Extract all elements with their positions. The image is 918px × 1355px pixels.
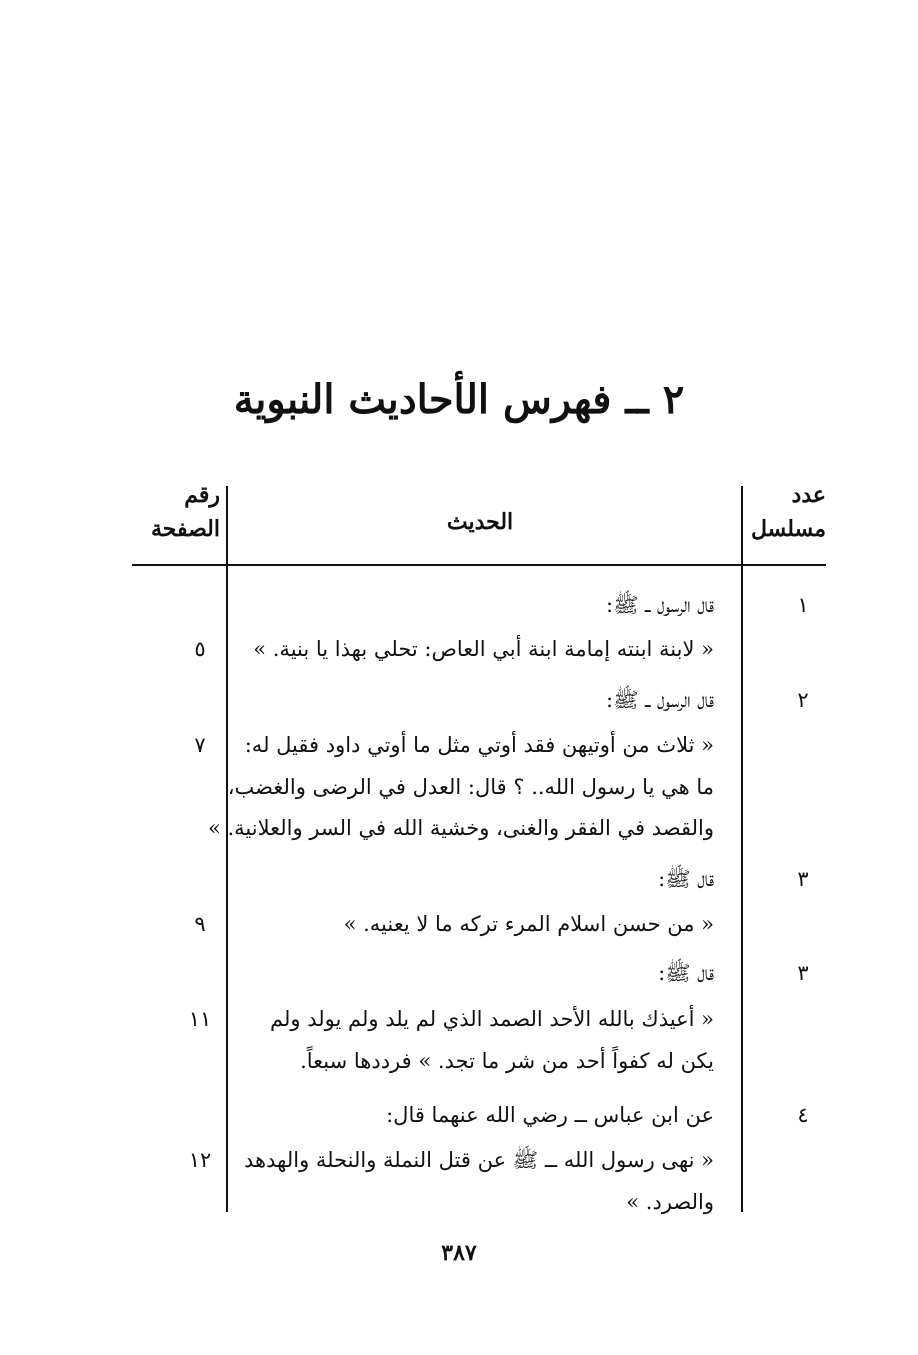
entry-line: « من حسن اسلام المرء تركه ما لا يعنيه. » bbox=[343, 912, 714, 936]
entry-page: ١٢ bbox=[188, 1148, 212, 1172]
entry-line: قال ﷺ: bbox=[658, 867, 714, 891]
header-page-line2: الصفحة bbox=[150, 516, 220, 542]
entry-page: ٩ bbox=[194, 912, 206, 936]
column-divider-page bbox=[226, 486, 228, 1212]
entry-serial: ١ bbox=[797, 593, 809, 617]
entry-serial: ٣ bbox=[797, 961, 809, 985]
entry-line: والقصد في الفقر والغنى، وخشية الله في السر والعلانية. » bbox=[207, 816, 714, 840]
header-serial-line1: عدد bbox=[791, 482, 826, 508]
entry-line: والصرد. » bbox=[626, 1190, 714, 1214]
entry-page: ٥ bbox=[194, 637, 206, 661]
header-page-line1: رقم bbox=[184, 482, 220, 508]
entry-line: يكن له كفواً أحد من شر ما تجد. » فرددها سبعاً. bbox=[300, 1049, 714, 1073]
header-page bbox=[140, 478, 220, 546]
header-hadith: الحديث bbox=[446, 509, 514, 535]
column-divider-serial bbox=[741, 486, 743, 1212]
header-divider bbox=[132, 564, 826, 566]
entry-line: قال ﷺ: bbox=[658, 961, 714, 985]
entry-serial: ٤ bbox=[797, 1103, 809, 1127]
entry-line: ما هي يا رسول الله.. ؟ قال: العدل في الرضى والغضب، bbox=[227, 775, 714, 799]
page-title: ٢ ــ فهرس الأحاديث النبوية bbox=[233, 376, 685, 423]
entry-serial: ٣ bbox=[797, 867, 809, 891]
entry-line: « ثلاث من أوتيهن فقد أوتي مثل ما أوتي داود فقيل له: bbox=[244, 733, 714, 757]
entry-page: ١١ bbox=[188, 1007, 212, 1031]
header-serial-line2: مسلسل bbox=[751, 516, 826, 542]
entry-line: عن ابن عباس ــ رضي الله عنهما قال: bbox=[386, 1103, 714, 1127]
entry-page: ٧ bbox=[194, 733, 206, 757]
entry-line: « أعيذك بالله الأحد الصمد الذي لم يلد ولم يولد ولم bbox=[270, 1007, 714, 1031]
entry-serial: ٢ bbox=[797, 688, 809, 712]
entry-line: « لابنة ابنته إمامة ابنة أبي العاص: تحلي بهذا يا بنية. » bbox=[253, 637, 714, 661]
entry-line: قال الرسول ــ ﷺ: bbox=[606, 688, 714, 712]
page-number: ٣٨٧ bbox=[441, 1240, 477, 1266]
entry-line: « نهى رسول الله ــ ﷺ عن قتل النملة والنحلة والهدهد bbox=[244, 1148, 714, 1172]
header-serial bbox=[751, 478, 826, 546]
entry-line: قال الرسول ــ ﷺ: bbox=[606, 593, 714, 617]
